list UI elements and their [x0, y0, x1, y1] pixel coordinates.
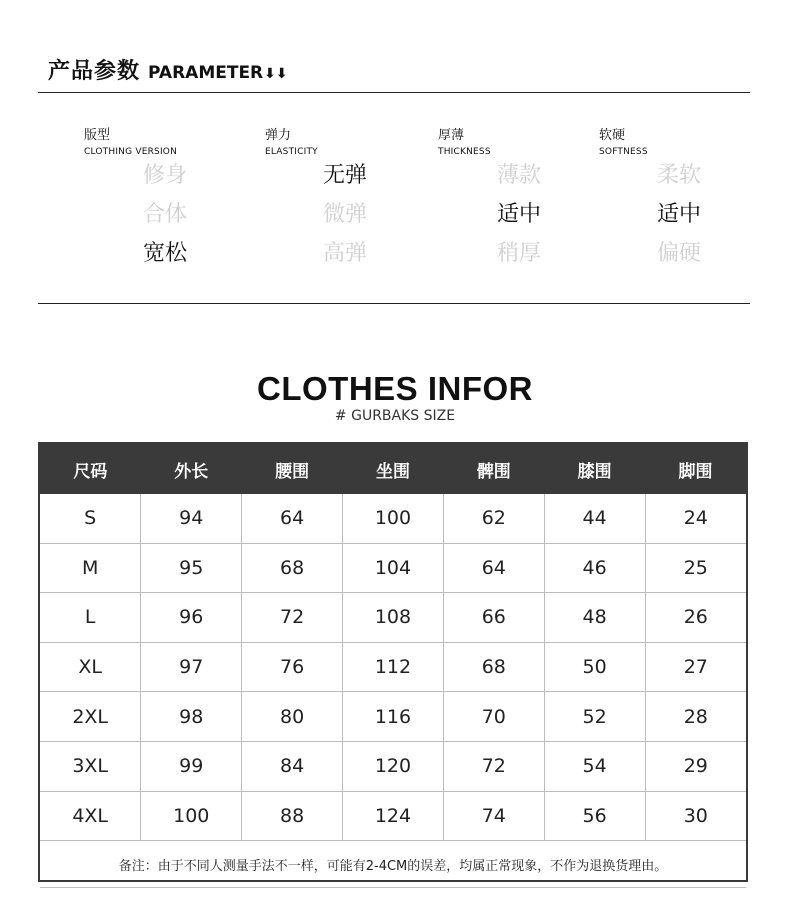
table-cell: 116	[343, 692, 444, 742]
param-options-thickness	[497, 160, 617, 277]
table-cell: 50	[544, 642, 645, 692]
table-cell: 70	[443, 692, 544, 742]
table-cell: 30	[645, 791, 746, 841]
table-header-row	[40, 444, 746, 494]
table-cell: 96	[141, 593, 242, 643]
param-label-en: SOFTNESS	[599, 147, 648, 157]
param-option: 稍厚	[497, 241, 542, 266]
table-cell: 2XL	[40, 692, 141, 742]
param-option: 修身	[143, 163, 188, 188]
table-cell: 48	[544, 593, 645, 643]
table-cell: 52	[544, 692, 645, 742]
header-hip: 坐围	[343, 444, 444, 494]
table-cell: S	[40, 494, 141, 543]
table-cell: 76	[242, 642, 343, 692]
table-row	[40, 494, 746, 543]
param-group-thickness	[438, 128, 618, 158]
header-size: 尺码	[40, 444, 141, 494]
param-option: 适中	[657, 202, 702, 227]
header-leg-opening: 脚围	[645, 444, 746, 494]
table-row	[40, 642, 746, 692]
table-row	[40, 791, 746, 841]
top-divider	[38, 92, 750, 93]
param-label-en: CLOTHING VERSION	[84, 147, 178, 157]
table-cell: 44	[544, 494, 645, 543]
table-cell: 68	[242, 543, 343, 593]
table-row	[40, 593, 746, 643]
table-cell: 56	[544, 791, 645, 841]
param-label-cn: 厚薄	[438, 128, 465, 143]
param-group-clothing-version	[84, 128, 264, 158]
table-row	[40, 692, 746, 742]
table-cell: 94	[141, 494, 242, 543]
param-option: 微弹	[323, 202, 368, 227]
param-option: 宽松	[143, 241, 188, 266]
table-cell: 124	[343, 791, 444, 841]
param-label-cn: 软硬	[599, 128, 626, 143]
table-cell: M	[40, 543, 141, 593]
param-group-softness	[599, 128, 779, 158]
table-cell: 104	[343, 543, 444, 593]
param-option: 合体	[143, 202, 188, 227]
param-option: 薄款	[497, 163, 542, 188]
size-note: 备注：由于不同人测量手法不一样，可能有2-4CM的误差，均属正常现象，不作为退换货理由。	[40, 841, 746, 888]
table-cell: 25	[645, 543, 746, 593]
table-cell: 68	[443, 642, 544, 692]
table-cell: 95	[141, 543, 242, 593]
table-cell: 62	[443, 494, 544, 543]
table-cell: 88	[242, 791, 343, 841]
param-option: 适中	[497, 202, 542, 227]
table-cell: 64	[242, 494, 343, 543]
table-cell: 97	[141, 642, 242, 692]
param-option: 偏硬	[657, 241, 702, 266]
parameter-header	[48, 54, 288, 85]
table-cell: 46	[544, 543, 645, 593]
table-cell: 99	[141, 741, 242, 791]
table-cell: 4XL	[40, 791, 141, 841]
table-cell: 108	[343, 593, 444, 643]
table-cell: 100	[141, 791, 242, 841]
param-label-cn: 版型	[84, 128, 111, 143]
size-table	[38, 442, 748, 882]
table-cell: 120	[343, 741, 444, 791]
param-options-elasticity	[323, 160, 443, 277]
table-cell: 72	[242, 593, 343, 643]
header-knee: 膝围	[544, 444, 645, 494]
table-cell: 24	[645, 494, 746, 543]
table-cell: 3XL	[40, 741, 141, 791]
table-cell: 54	[544, 741, 645, 791]
size-section-subtitle: # GURBAKS SIZE	[334, 408, 456, 424]
table-cell: 72	[443, 741, 544, 791]
header-outer-length: 外长	[141, 444, 242, 494]
table-cell: 80	[242, 692, 343, 742]
param-group-elasticity	[265, 128, 445, 158]
header-thigh: 髀围	[443, 444, 544, 494]
table-row	[40, 741, 746, 791]
table-cell: 112	[343, 642, 444, 692]
table-cell: 26	[645, 593, 746, 643]
table-cell: 66	[443, 593, 544, 643]
table-cell: 74	[443, 791, 544, 841]
parameter-title-en: PARAMETER	[148, 63, 264, 83]
table-note-row	[40, 841, 746, 888]
down-arrows-icon: ⬇⬇	[264, 66, 288, 82]
param-option: 柔软	[657, 163, 702, 188]
table-cell: L	[40, 593, 141, 643]
table-cell: XL	[40, 642, 141, 692]
table-cell: 98	[141, 692, 242, 742]
param-options-clothing-version	[143, 160, 263, 277]
param-option: 高弹	[323, 241, 368, 266]
table-cell: 64	[443, 543, 544, 593]
table-cell: 28	[645, 692, 746, 742]
table-cell: 100	[343, 494, 444, 543]
table-cell: 29	[645, 741, 746, 791]
param-label-en: THICKNESS	[438, 147, 491, 157]
header-waist: 腰围	[242, 444, 343, 494]
param-label-cn: 弹力	[265, 128, 292, 143]
table-row	[40, 543, 746, 593]
size-section-title: CLOTHES INFOR	[257, 370, 533, 407]
param-options-softness	[657, 160, 777, 277]
bottom-divider	[38, 303, 750, 304]
parameter-title-cn: 产品参数	[48, 59, 141, 84]
table-cell: 84	[242, 741, 343, 791]
param-label-en: ELASTICITY	[265, 147, 318, 157]
param-option: 无弹	[323, 163, 368, 188]
table-cell: 27	[645, 642, 746, 692]
